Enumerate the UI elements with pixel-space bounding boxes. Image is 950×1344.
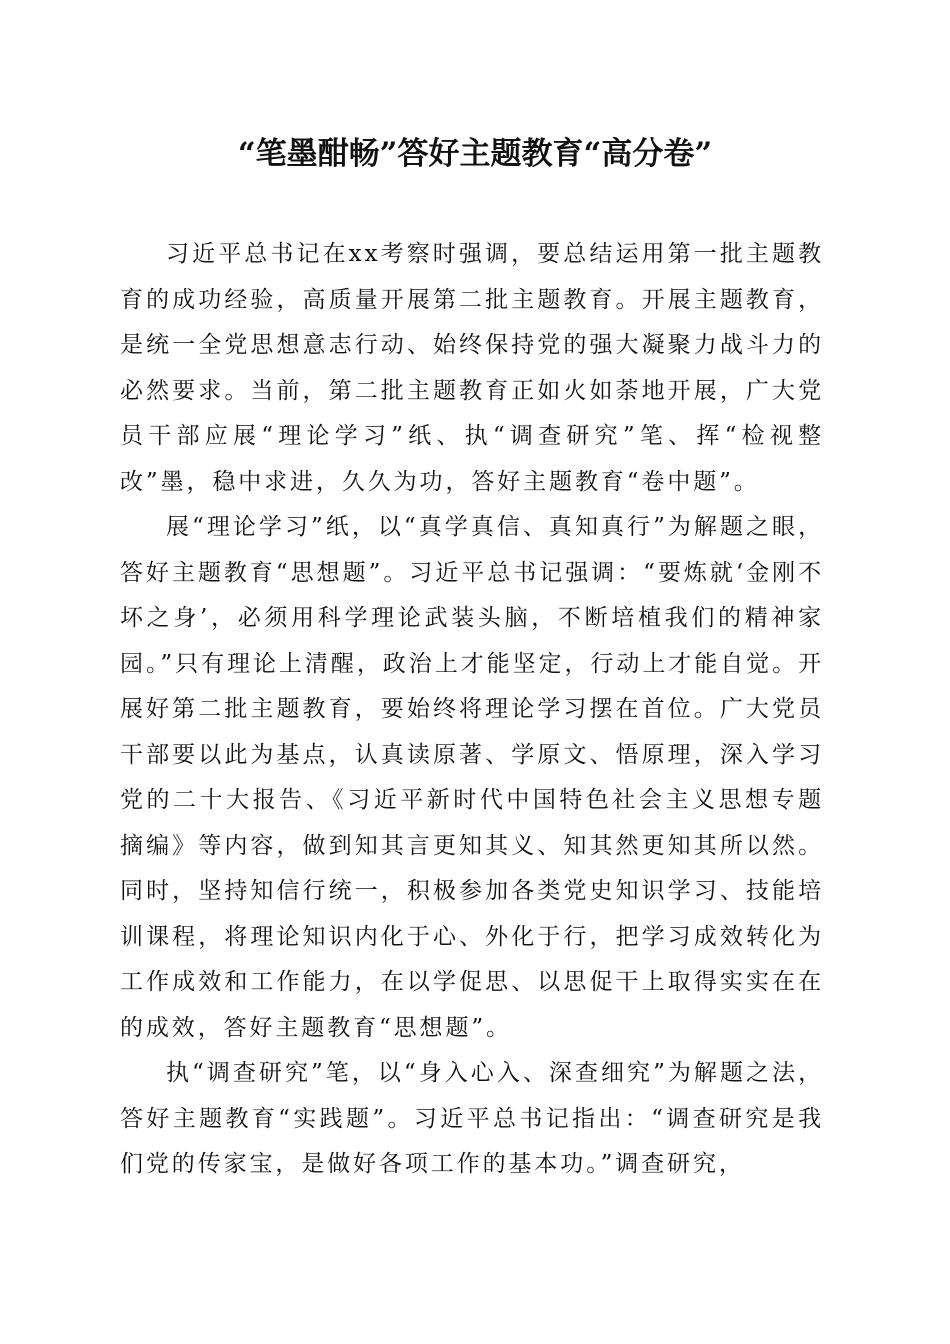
paragraph-2: 展“理论学习”纸，以“真学真信、真知真行”为解题之眼，答好主题教育“思想题”。习近平总书记强调：“要炼就‘金刚不坏之身’，必须用科学理论武装头脑，不断培植我们的精神家园。”只有理论上清醒，政治上才能坚定，行动上才能自觉。开展好第二批主题教育，要始终将理论学习摆在首位。广大党员干部要以此为基点，认真读原著、学原文、悟原理，深入学习党的二十大报告、《习近平新时代中国特色社会主义思想专题摘编》等内容，做到知其言更知其义、知其然更知其所以然。同时，坚持知信行统一，积极参加各类党史知识学习、技能培训课程，将理论知识内化于心、外化于行，把学习成效转化为工作成效和工作能力，在以学促思、以思促干上取得实实在在的成效，答好主题教育“思想题”。 <box>120 514 824 1041</box>
document-body <box>120 232 824 1188</box>
document-title: “笔墨酣畅”答好主题教育“高分卷” <box>237 136 713 172</box>
paragraph-1: 习近平总书记在xx考察时强调，要总结运用第一批主题教育的成功经验，高质量开展第二批主题教育。开展主题教育，是统一全党思想意志行动、始终保持党的强大凝聚力战斗力的必然要求。当前，第二批主题教育正如火如荼地开展，广大党员干部应展“理论学习”纸、执“调查研究”笔、挥“检视整改”墨，稳中求进，久久为功，答好主题教育“卷中题”。 <box>120 241 824 495</box>
paragraph-3: 执“调查研究”笔，以“身入心入、深查细究”为解题之法，答好主题教育“实践题”。习近平总书记指出：“调查研究是我们党的传家宝，是做好各项工作的基本功。”调查研究， <box>120 1060 824 1177</box>
